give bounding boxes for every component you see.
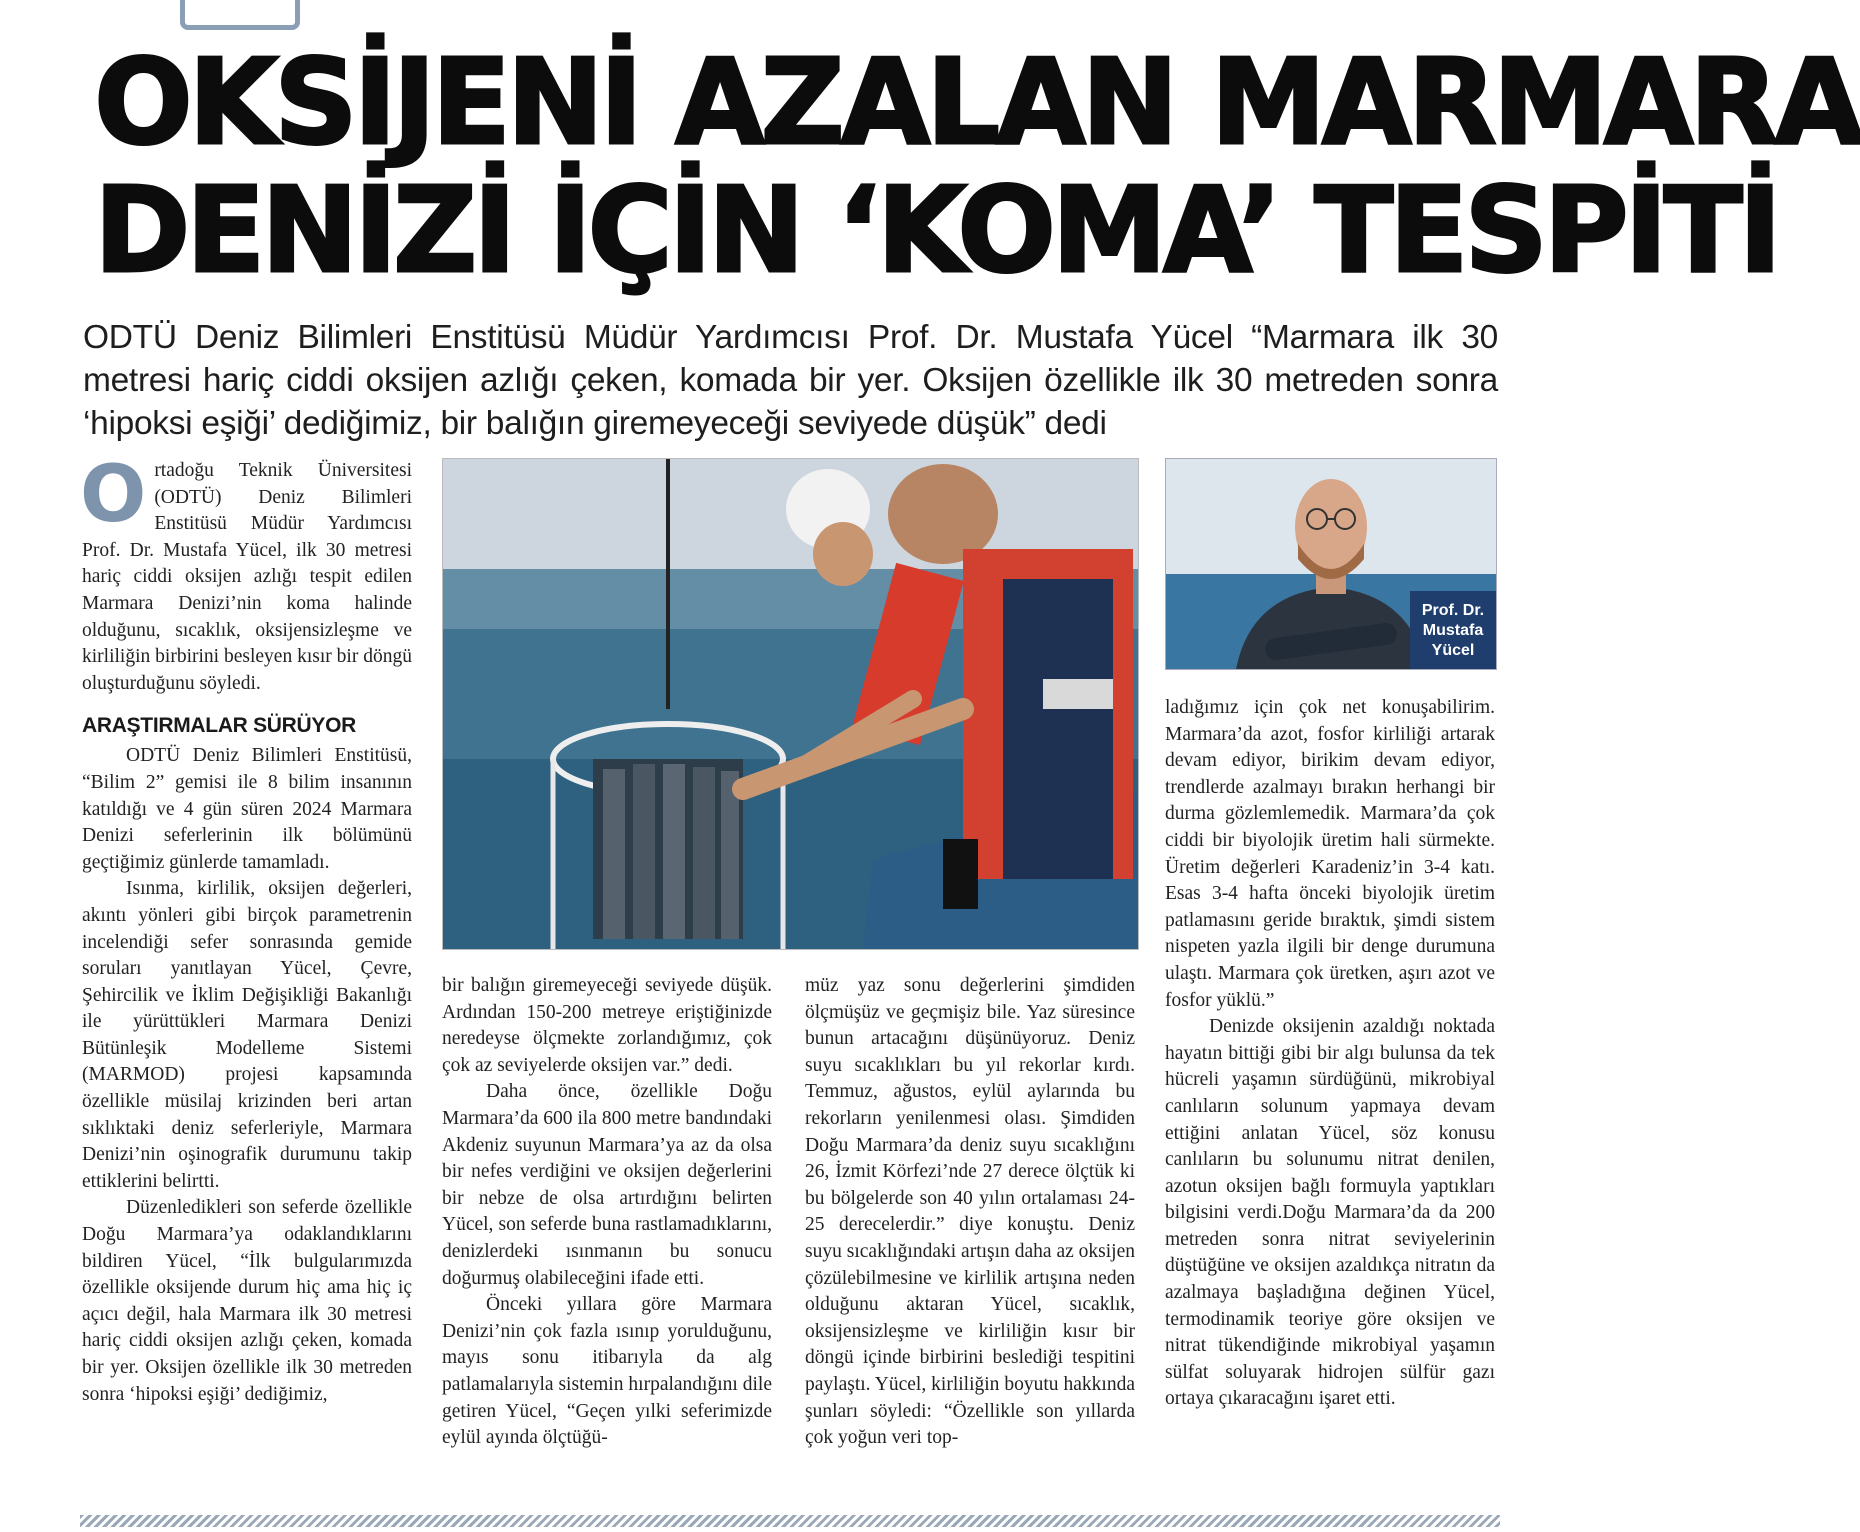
paragraph: bir balığın giremeyeceği seviyede düşük. Ardından 150-200 metreye eriştiğinizde neredeyse ölçmekte zorlandığımız, çok çok az seviyelerde oksijen var.” dedi.	[442, 975, 772, 1076]
bottom-hatched-rule	[80, 1515, 1500, 1527]
article-column-4	[1165, 695, 1495, 1413]
paragraph: Daha önce, özellikle Doğu Marmara’da 600 ila 800 metre bandındaki Akdeniz suyunun Marmara’ya az da olsa bir nefes verdiğini ve oksijen değerlerini bir nebze de olsa artırdığını belirten Yücel, son seferde buna rastlamadıklarını, denizlerdeki ısınmanın bu sonucu doğurmuş olabileceğini ifade etti.	[442, 1081, 772, 1289]
paragraph: Önceki yıllara göre Marmara Denizi’nin çok fazla ısınıp yorulduğunu, mayıs sonu itibarıyla da alg patlamalarıyla sistemin hırpalandığını dile getiren Yücel, “Geçen yılki seferimizde eylül ayında ölçtüğü-	[442, 1294, 772, 1449]
drop-cap: O	[80, 450, 147, 540]
portrait-photo	[1165, 458, 1497, 670]
paragraph: ODTÜ Deniz Bilimleri Enstitüsü, “Bilim 2” gemisi ile 8 bilim insanının katıldığı ve 4 gün süren 2024 Marmara Denizi seferlerinin ilk bölümünü geçtiğimiz günlerde tamamladı.	[82, 745, 412, 873]
photo-illustration	[443, 459, 1138, 949]
portrait-caption	[1410, 591, 1496, 669]
headline-line-1: OKSİJENİ AZALAN MARMARA	[94, 33, 1860, 171]
section-heading: ARAŞTIRMALAR SÜRÜYOR	[82, 714, 356, 738]
paragraph: Düzenledikleri son seferde özellikle Doğu Marmara’ya odaklandıklarını bildiren Yücel, “İlk bulgularımızda özellikle oksijende durum hiç ama hiç iç açıcı değil, hala Marmara ilk 30 metresi hariç ciddi oksijen azlığı çeken, komada bir yer. Oksijen özellikle ilk 30 metreden sonra ‘hipoksi eşiği’ dediğimiz,	[82, 1197, 412, 1405]
intro-text: rtadoğu Teknik Üniversitesi (ODTÜ) Deniz Bilimleri Enstitüsü Müdür Yardımcısı Prof. Dr. Mustafa Yücel, ilk 30 metresi hariç ciddi oksijen azlığı tespit edilen Marmara Denizi’nin koma halinde olduğunu, sıcaklık, oksijensizleşme ve kirliliğin birbirini besleyen kısır bir döngü oluşturduğunu söyledi.	[82, 460, 412, 694]
headline-line-2: DENİZİ İÇİN ‘KOMA’ TESPİTİ	[94, 161, 1778, 299]
caption-line: Yücel	[1431, 642, 1475, 659]
section-chevron-decoration	[180, 0, 300, 30]
subheadline: ODTÜ Deniz Bilimleri Enstitüsü Müdür Yardımcısı Prof. Dr. Mustafa Yücel “Marmara ilk 30 metresi hariç ciddi oksijen azlığı çeken, komada bir yer. Oksijen özellikle ilk 30 metreden sonra ‘hipoksi eşiği’ dediğimiz, bir balığın giremeyeceği seviyede düşük” dedi	[83, 319, 1498, 442]
paragraph: Isınma, kirlilik, oksijen değerleri, akıntı yönleri gibi birçok parametrenin incelendiği sefer sonrasında gemide soruları yanıtlayan Yücel, Çevre, Şehircilik ve İklim Değişikliği Bakanlığı ile yürüttükleri Marmara Denizi Bütünleşik Modelleme Sistemi (MARMOD) projesi kapsamında özellikle müsilaj krizinden beri artan sıklıktaki deniz seferleriyle, Marmara Denizi’nin oşinografik durumunu takip ettiklerini belirtti.	[82, 878, 412, 1192]
paragraph: Denizde oksijenin azaldığı noktada hayatın bittiği gibi bir algı bulunsa da tek hücreli yaşamın sürdüğünü, mikrobiyal canlıların solunum yapmaya devam ettiğini anlatan Yücel, söz konusu canlıların bu solunumu nitrat denilen, azotun oksijen bağlı formuyla yaptıkları bilgisini verdi.Doğu Marmara’da da 200 metreden sonra nitrat seviyelerinin düştüğüne ve oksijen azaldıkça nitratın da azalmaya başladığına değinen Yücel, termodinamik teoriye göre oksijen ve nitrat tükendiğinde mikrobiyal yaşamın sülfat soluyarak hidrojen sülfür gazı ortaya çıkaracağını işaret etti.	[1165, 1016, 1495, 1410]
caption-line: Mustafa	[1422, 622, 1484, 639]
caption-line: Prof. Dr.	[1421, 602, 1485, 619]
article-column-1	[80, 450, 412, 1408]
paragraph: müz yaz sonu değerlerini şimdiden ölçmüşüz ve geçmişiz bile. Yaz süresince bunun artacağını düşünüyoruz. Deniz suyu sıcaklıkları bu yıl rekorlar kırdı. Temmuz, ağustos, eylül aylarında bu rekorların yenilenmesi olası. Şimdiden Doğu Marmara’da deniz suyu sıcaklığını 26, İzmit Körfezi’nde 27 derece ölçtük ki bu bölgelerde son 40 yılın ortalaması 24-25 derecelerdir.” diye konuştu. Deniz suyu sıcaklığındaki artışın daha az oksijen çözülebilmesine ve kirlilik artışına neden olduğunu aktaran Yücel, sıcaklık, oksijensizleşme ve kirliliğin kısır bir döngü içinde birbirini beslediği tespitini paylaştı. Yücel, kirliliğin boyutu hakkında şunları söyledi: “Özellikle son yıllarda çok yoğun veri top-	[805, 975, 1135, 1449]
article-column-3	[805, 973, 1135, 1452]
intro-paragraph	[80, 450, 412, 697]
article-column-2	[442, 973, 772, 1452]
paragraph: ladığımız için çok net konuşabilirim. Marmara’da azot, fosfor kirliliği artarak devam ediyor, birikim devam ediyor, trendlerde azalmayı bırakın herhangi bir durma gözlemlemedik. Marmara’da çok ciddi bir biyolojik üretim hali sürmekte. Üretim değerleri Karadeniz’in 3-4 katı. Esas 3-4 hafta önceki biyolojik üretim patlamasını geride bıraktık, şimdi sistem nispeten yazla ilgili bir denge durumuna ulaştı. Marmara çok üretken, aşırı azot ve fosfor yüklü.”	[1165, 697, 1495, 1011]
research-vessel-photo	[442, 458, 1139, 950]
headline	[94, 33, 1860, 299]
